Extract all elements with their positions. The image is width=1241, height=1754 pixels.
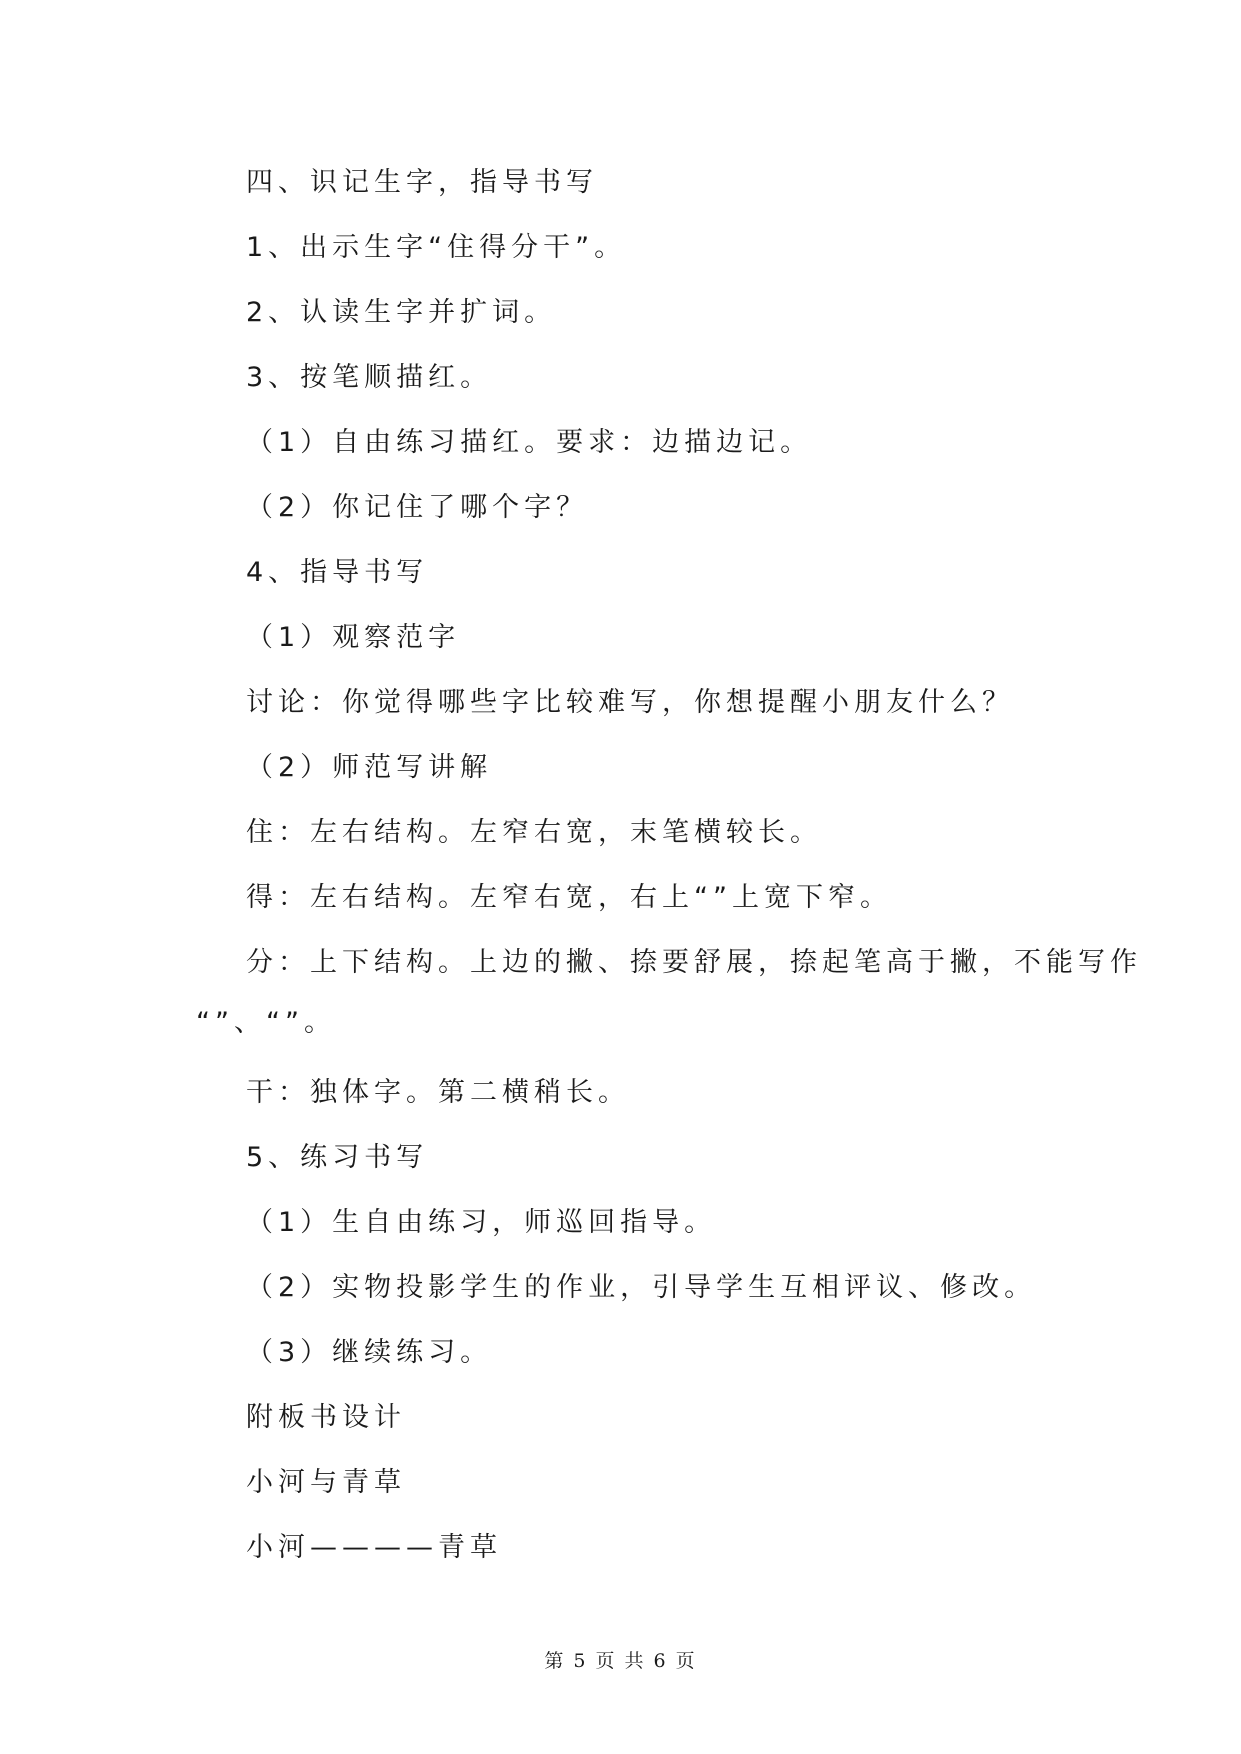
step-1: 1、出示生字“住得分干”。 xyxy=(246,232,627,263)
char-gan-note: 干：独体字。第二横稍长。 xyxy=(246,1077,630,1108)
board-design-heading: 附板书设计 xyxy=(246,1402,406,1433)
step-5: 5、练习书写 xyxy=(246,1142,429,1173)
step-3-sub-1: （1）自由练习描红。要求：边描边记。 xyxy=(246,427,813,458)
step-4: 4、指导书写 xyxy=(246,557,429,588)
board-diagram-line: 小河————青草 xyxy=(246,1532,502,1563)
char-de-note: 得：左右结构。左窄右宽，右上“”上宽下窄。 xyxy=(246,882,892,913)
step-5-sub-3: （3）继续练习。 xyxy=(246,1337,493,1368)
step-5-sub-1: （1）生自由练习，师巡回指导。 xyxy=(246,1207,717,1238)
step-4-sub-1: （1）观察范字 xyxy=(246,622,461,653)
step-3: 3、按笔顺描红。 xyxy=(246,362,493,393)
char-fen-note-continued: “”、“”。 xyxy=(196,1007,336,1038)
step-5-sub-2: （2）实物投影学生的作业，引导学生互相评议、修改。 xyxy=(246,1272,1037,1303)
step-4-sub-2: （2）师范写讲解 xyxy=(246,752,493,783)
step-2: 2、认读生字并扩词。 xyxy=(246,297,557,328)
section-heading: 四、识记生字，指导书写 xyxy=(246,167,598,198)
char-zhu-note: 住：左右结构。左窄右宽，末笔横较长。 xyxy=(246,817,822,848)
char-fen-note: 分：上下结构。上边的撇、捺要舒展，捺起笔高于撇，不能写作 xyxy=(246,947,1142,978)
discussion-line: 讨论：你觉得哪些字比较难写，你想提醒小朋友什么？ xyxy=(246,687,1014,718)
step-3-sub-2: （2）你记住了哪个字？ xyxy=(246,492,589,523)
board-title: 小河与青草 xyxy=(246,1467,406,1498)
page-footer: 第 5 页 共 6 页 xyxy=(544,1650,697,1672)
